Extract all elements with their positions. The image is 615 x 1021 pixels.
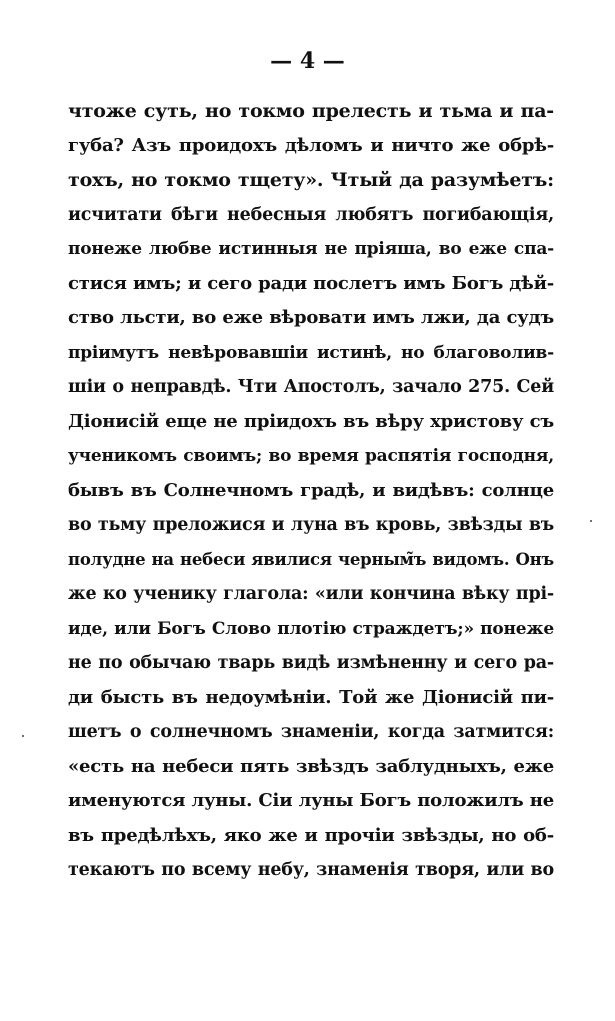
text-line: въ предѣлѣхъ, яко же и прочіи звѣзды, но об- (68, 824, 554, 846)
text-line: полудне на небеси явилися черным̃ъ видомъ. Онъ (68, 549, 554, 569)
text-line: ученикомъ своимъ; во время распятія господня, (68, 446, 554, 466)
text-line: во тьму преложися и луна въ кровь, звѣзды въ (68, 515, 554, 535)
text-line: «есть на небеси пять звѣздъ заблудныхъ, еже (68, 755, 554, 777)
page-number: — 4 — (270, 48, 345, 74)
print-speck (22, 735, 24, 737)
text-line: иде, или Богъ Слово плотію страждетъ;» понеже (68, 618, 554, 639)
text-line: стися имъ; и сего ради послетъ имъ Богъ дѣй- (68, 272, 554, 294)
text-line: шіи о неправдѣ. Чти Апостолъ, зачало 275. Сей (68, 377, 554, 397)
text-line: текаютъ по всему небу, знаменія творя, или во (68, 860, 554, 880)
text-line: исчитати бѣги небесныя любятъ погибающія, (68, 204, 554, 225)
text-line: шетъ о солнечномъ знаменіи, когда затмится: (68, 722, 554, 742)
print-speck (590, 520, 592, 522)
text-line: губа? Азъ проидохъ дѣломъ и ничто же обрѣ- (68, 134, 554, 156)
text-line: именуются луны. Сіи луны Богъ положилъ не (68, 790, 554, 811)
text-line: ство льсти, во еже вѣровати имъ лжи, да судъ (68, 307, 554, 328)
text-line: не по обычаю тварь видѣ измѣненну и сего ра- (68, 653, 554, 673)
text-line: бывъ въ Солнечномъ градѣ, и видѣвъ: солнце (68, 479, 554, 501)
body-text (68, 94, 554, 888)
text-line: чтоже суть, но токмо прелесть и тьма и па- (68, 100, 554, 122)
text-line: тохъ, но токмо тщету». Чтый да разумѣетъ: (68, 169, 554, 191)
text-line: же ко ученику глагола: «или кончина вѣку прі- (68, 584, 554, 604)
text-line: понеже любве истинныя не пріяша, во еже спа- (68, 239, 554, 259)
text-line: пріимутъ невѣровавшіи истинѣ, но благоволив- (68, 342, 554, 363)
text-line: ди бысть въ недоумѣніи. Той же Діонисій пи- (68, 686, 554, 708)
text-line: Діонисій еще не пріидохъ въ вѣру христову съ (68, 410, 554, 432)
